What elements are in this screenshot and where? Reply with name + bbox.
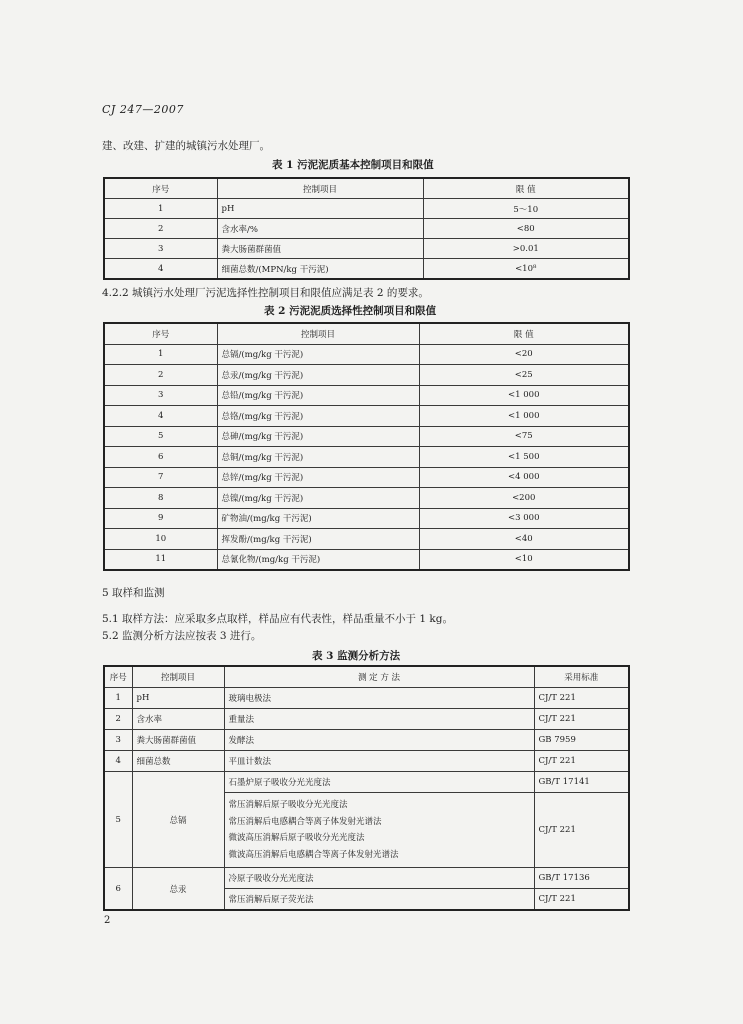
table-cell-multiline [224, 793, 534, 868]
section-5-heading: 5 取样和监测 [102, 587, 165, 599]
table-cell: 粪大肠菌群菌值 [217, 239, 423, 259]
table-cell: pH [217, 199, 423, 219]
table-cell: 冷原子吸收分光光度法 [224, 868, 534, 889]
table-cell: 1 [104, 199, 217, 219]
table3-header-cell: 序号 [104, 666, 132, 688]
table2-header-row [104, 323, 629, 344]
table-row [104, 239, 629, 259]
table-cell: 10 [104, 529, 217, 550]
table-cell: <1 000 [419, 406, 629, 427]
table-row [104, 730, 629, 751]
table-cell: 2 [104, 709, 132, 730]
table-cell: 总铜/(mg/kg 干污泥) [217, 447, 419, 468]
table1-header-cell: 控制项目 [217, 178, 423, 199]
table-cell: 玻璃电极法 [224, 688, 534, 709]
table-cell: pH [132, 688, 224, 709]
table3-header-cell: 采用标准 [534, 666, 629, 688]
table-cell: <3 000 [419, 508, 629, 529]
table-cell: 8 [104, 488, 217, 509]
table-cell: 3 [104, 239, 217, 259]
table-row [104, 868, 629, 889]
table3 [103, 665, 630, 911]
table1-header-row [104, 178, 629, 199]
table-row [104, 344, 629, 365]
table-cell: 总砷/(mg/kg 干污泥) [217, 426, 419, 447]
table-cell: >0.01 [423, 239, 629, 259]
table1-header-cell: 限 值 [423, 178, 629, 199]
table3-header-cell: 测 定 方 法 [224, 666, 534, 688]
table-row [104, 549, 629, 570]
table-cell: 总铬/(mg/kg 干污泥) [217, 406, 419, 427]
table-cell: CJ/T 221 [534, 793, 629, 868]
document-code: CJ 247—2007 [102, 103, 184, 116]
table-cell: <25 [419, 365, 629, 386]
method-line: 微波高压消解后原子吸收分光光度法 [228, 833, 365, 843]
table-cell: 总镉 [132, 772, 224, 868]
table-cell: 含水率/% [217, 219, 423, 239]
table-cell: CJ/T 221 [534, 709, 629, 730]
table-cell: 总汞 [132, 868, 224, 911]
table-row [104, 709, 629, 730]
method-line: 微波高压消解后电感耦合等离子体发射光谱法 [228, 849, 399, 860]
table-cell: 9 [104, 508, 217, 529]
table2-header-cell: 控制项目 [217, 323, 419, 344]
table-cell: 矿物油/(mg/kg 干污泥) [217, 508, 419, 529]
table-cell: CJ/T 221 [534, 751, 629, 772]
table-cell: 5 [104, 426, 217, 447]
table-cell: <10⁸ [423, 259, 629, 280]
table1 [103, 177, 630, 280]
table2-header-cell: 限 值 [419, 323, 629, 344]
table-cell: <200 [419, 488, 629, 509]
table-row [104, 365, 629, 386]
table-cell: GB/T 17136 [534, 868, 629, 889]
table-row [104, 219, 629, 239]
table-row [104, 529, 629, 550]
table-cell: <20 [419, 344, 629, 365]
table-row [104, 447, 629, 468]
method-line: 常压消解后原子吸收分光光度法 [228, 800, 348, 810]
table-cell: GB 7959 [534, 730, 629, 751]
table-cell: <40 [419, 529, 629, 550]
table-cell: <75 [419, 426, 629, 447]
table-cell: 11 [104, 549, 217, 570]
table-cell: 发酵法 [224, 730, 534, 751]
table-cell: CJ/T 221 [534, 889, 629, 911]
table2 [103, 322, 630, 571]
table-cell: 粪大肠菌群菌值 [132, 730, 224, 751]
table-cell: 1 [104, 344, 217, 365]
table-cell: 5 [104, 772, 132, 868]
table3-caption: 表 3 监测分析方法 [312, 650, 401, 662]
table-cell: 挥发酚/(mg/kg 干污泥) [217, 529, 419, 550]
table1-header-cell: 序号 [104, 178, 217, 199]
table3-header-cell: 控制项目 [132, 666, 224, 688]
table-cell: 7 [104, 467, 217, 488]
table-row [104, 508, 629, 529]
table-row [104, 406, 629, 427]
section-5-2: 5.2 监测分析方法应按表 3 进行。 [102, 630, 262, 642]
table-cell: 细菌总数 [132, 751, 224, 772]
table-row [104, 467, 629, 488]
table-cell: CJ/T 221 [534, 688, 629, 709]
table-row [104, 199, 629, 219]
table-row [104, 426, 629, 447]
table-cell: 总氰化物/(mg/kg 干污泥) [217, 549, 419, 570]
table-cell: 总镉/(mg/kg 干污泥) [217, 344, 419, 365]
section-5-1: 5.1 取样方法：应采取多点取样，样品应有代表性，样品重量不小于 1 kg。 [102, 613, 453, 625]
table-row [104, 385, 629, 406]
table-cell: 总锌/(mg/kg 干污泥) [217, 467, 419, 488]
table-cell: <4 000 [419, 467, 629, 488]
table-cell: 平皿计数法 [224, 751, 534, 772]
table-cell: 6 [104, 868, 132, 911]
table-cell: 2 [104, 219, 217, 239]
table-cell: 常压消解后原子荧光法 [224, 889, 534, 911]
table-cell: 2 [104, 365, 217, 386]
intro-line: 建、改建、扩建的城镇污水处理厂。 [102, 140, 270, 152]
table-cell: 4 [104, 406, 217, 427]
table-cell: 重量法 [224, 709, 534, 730]
table-row [104, 751, 629, 772]
table-cell: 细菌总数/(MPN/kg 干污泥) [217, 259, 423, 280]
table-cell: 总汞/(mg/kg 干污泥) [217, 365, 419, 386]
page-number: 2 [104, 915, 111, 926]
table-cell: 4 [104, 259, 217, 280]
table-cell: 4 [104, 751, 132, 772]
table-cell: 石墨炉原子吸收分光光度法 [224, 772, 534, 793]
table-cell: 6 [104, 447, 217, 468]
section-4-2-2: 4.2.2 城镇污水处理厂污泥选择性控制项目和限值应满足表 2 的要求。 [102, 287, 429, 299]
table-cell: <80 [423, 219, 629, 239]
table-cell: 总镍/(mg/kg 干污泥) [217, 488, 419, 509]
method-line: 常压消解后电感耦合等离子体发射光谱法 [228, 816, 382, 827]
table-cell: 5～10 [423, 199, 629, 219]
table2-header-cell: 序号 [104, 323, 217, 344]
table-row [104, 488, 629, 509]
table2-caption: 表 2 污泥泥质选择性控制项目和限值 [264, 305, 437, 317]
table-cell: 3 [104, 385, 217, 406]
table-cell: 总铅/(mg/kg 干污泥) [217, 385, 419, 406]
table-cell: <1 000 [419, 385, 629, 406]
table1-caption: 表 1 污泥泥质基本控制项目和限值 [272, 159, 434, 171]
table3-header-row [104, 666, 629, 688]
table-cell: 1 [104, 688, 132, 709]
table-cell: <1 500 [419, 447, 629, 468]
table-cell: GB/T 17141 [534, 772, 629, 793]
table-row [104, 259, 629, 280]
table-cell: 3 [104, 730, 132, 751]
table-row [104, 772, 629, 793]
table-row [104, 688, 629, 709]
table-cell: 含水率 [132, 709, 224, 730]
table-cell: <10 [419, 549, 629, 570]
